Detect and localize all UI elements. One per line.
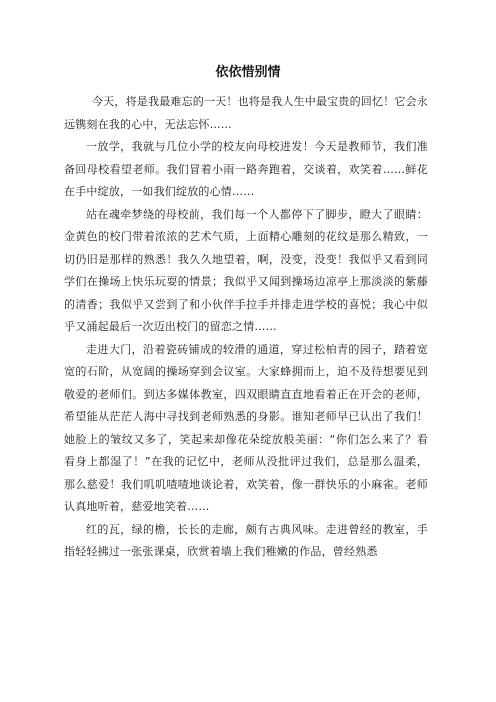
document-title: 依依惜别情 <box>215 65 281 80</box>
paragraph-2: 一放学，我就与几位小学的校友向母校进发！今天是教师节，我们准备回母校看望老师。我们冒着小雨一路奔跑着，交谈着，欢笑着……鲜花在手中绽放，一如我们绽放的心情…… <box>64 140 428 198</box>
paragraph-1: 今天，将是我最难忘的一天！也将是我人生中最宝贵的回忆！它会永远镌刻在我的心中，无法忘怀…… <box>64 95 428 131</box>
paragraph-3: 站在魂牵梦绕的母校前，我们每一个人都停下了脚步，瞪大了眼睛：金黄色的校门带着浓浓的艺术气质，上面精心雕刻的花纹是那么精致，一切仍旧是那样的熟悉！我久久地望着，啊，没变，没变！我似乎又看到同学们在操场上快乐玩耍的情景；我似乎又闻到操场边凉亭上那淡淡的紫藤的清香；我似乎又尝到了和小伙伴手拉手并排走进学校的喜悦；我心中似乎又涌起最后一次迈出校门的留恋之情…… <box>64 207 428 333</box>
paragraph-4: 走进大门，沿着瓷砖铺成的较滑的通道，穿过松柏青的园子，踏着宽宽的石阶，从宽阔的操场穿到会议室。大家蜂拥而上，迫不及待想要见到敬爱的老师们。到达多媒体教室，四双眼睛直直地看着正在开会的老师，希望能从茫茫人海中寻找到老师熟悉的身影。谁知老师早已认出了我们！她脸上的皱纹又多了，笑起来却像花朵绽放般美丽：“你们怎么来了？看看身上都湿了！”在我的记忆中，老师从没批评过我们，总是那么温柔，那么慈爱！我们叽叽喳喳地谈论着，欢笑着，像一群快乐的小麻雀。老师认真地听着，慈爱地笑着…… <box>64 342 428 513</box>
document-body <box>64 91 428 564</box>
paragraph-5: 红的瓦，绿的檐，长长的走廊，颇有古典风味。走进曾经的教室，手指轻轻拂过一张张课桌，欣赏着墙上我们稚嫩的作品，曾经熟悉 <box>64 522 428 558</box>
